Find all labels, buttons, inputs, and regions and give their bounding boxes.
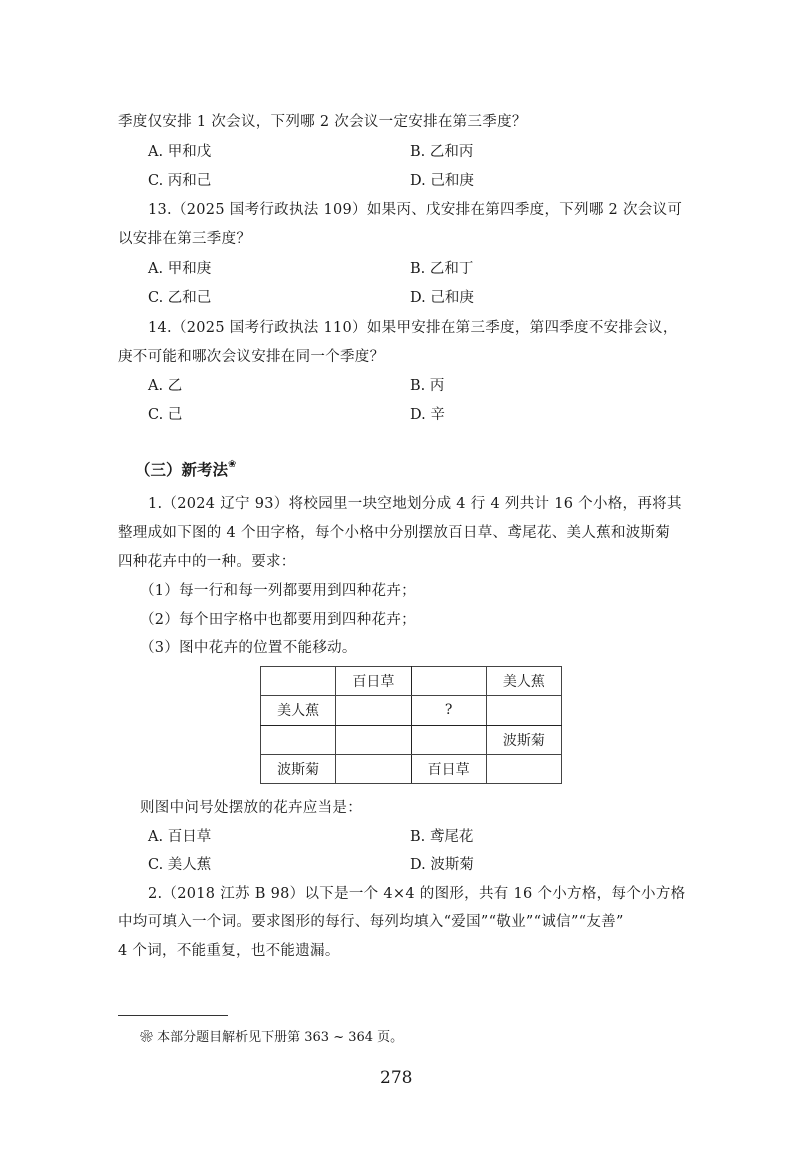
n1-option-c[interactable]: C. 美人蕉 [148,857,212,873]
n1-requirement-3: （3）图中花卉的位置不能移动。 [140,640,357,656]
grid-row [261,696,562,725]
n1-ask: 则图中问号处摆放的花卉应当是： [140,800,362,816]
n1-requirement-2: （2）每个田字格中也都要用到四种花卉； [140,612,416,628]
grid-cell [411,667,486,696]
q14-option-d[interactable]: D. 辛 [410,407,445,423]
page-number: 278 [380,1068,413,1088]
footnote: ❀ 本部分题目解析见下册第 363 ~ 364 页。 [140,1030,404,1045]
q14-option-a[interactable]: A. 乙 [148,378,183,394]
n1-requirement-1: （1）每一行和每一列都要用到四种花卉； [140,583,416,599]
grid-cell: 百日草 [411,754,486,783]
q13-text-line2: 以安排在第三季度？ [118,231,252,247]
q12-option-b[interactable]: B. 乙和丙 [410,144,474,160]
grid-row [261,667,562,696]
n1-text-line1: 1.（2024 辽宁 93）将校园里一块空地划分成 4 行 4 列共计 16 个小格，再将其 [148,496,682,512]
q13-option-a[interactable]: A. 甲和庚 [148,261,212,277]
grid-cell: 美人蕉 [261,696,336,725]
n1-text-line3: 四种花卉中的一种。要求： [118,554,296,570]
n1-text-line2: 整理成如下图的 4 个田字格，每个小格中分别摆放百日草、鸢尾花、美人蕉和波斯菊 [118,525,671,541]
grid-row [261,754,562,783]
grid-cell: 百日草 [336,667,411,696]
section-title: （三）新考法 [135,461,229,479]
grid-cell [411,725,486,754]
flower-mark-icon: ❀ [228,458,237,470]
q12-option-c[interactable]: C. 丙和己 [148,173,212,189]
q12-option-a[interactable]: A. 甲和戊 [148,144,212,160]
n2-text-line1: 2.（2018 江苏 B 98）以下是一个 4×4 的图形，共有 16 个小方格，每个小方格 [148,886,686,902]
q13-option-d[interactable]: D. 己和庚 [410,290,474,306]
grid-cell [336,696,411,725]
grid-cell: 美人蕉 [486,667,561,696]
n2-text-line2: 中均可填入一个词。要求图形的每行、每列均填入“爱国”“敬业”“诚信”“友善” [118,914,624,930]
q13-option-b[interactable]: B. 乙和丁 [410,261,474,277]
footnote-divider [118,1015,228,1016]
q14-option-c[interactable]: C. 己 [148,407,183,423]
q14-text-line1: 14.（2025 国考行政执法 110）如果甲安排在第三季度，第四季度不安排会议， [148,320,678,336]
grid-cell: 波斯菊 [261,754,336,783]
flower-grid [260,666,562,784]
q13-option-c[interactable]: C. 乙和己 [148,290,212,306]
grid-cell [486,754,561,783]
grid-cell [261,667,336,696]
grid-cell [336,754,411,783]
n1-option-d[interactable]: D. 波斯菊 [410,857,474,873]
n1-option-a[interactable]: A. 百日草 [148,829,212,845]
q14-option-b[interactable]: B. 丙 [410,378,445,394]
n1-option-b[interactable]: B. 鸢尾花 [410,829,474,845]
q12-text: 季度仅安排 1 次会议，下列哪 2 次会议一定安排在第三季度？ [118,114,527,130]
q14-text-line2: 庚不可能和哪次会议安排在同一个季度？ [118,349,385,365]
grid-cell [486,696,561,725]
q13-text-line1: 13.（2025 国考行政执法 109）如果丙、戊安排在第四季度，下列哪 2 次会议可 [148,202,683,218]
grid-cell [261,725,336,754]
q12-option-d[interactable]: D. 己和庚 [410,173,474,189]
grid-cell [336,725,411,754]
grid-cell-question: ? [411,696,486,725]
grid-cell: 波斯菊 [486,725,561,754]
grid-row [261,725,562,754]
section-heading [135,458,236,480]
n2-text-line3: 4 个词，不能重复，也不能遗漏。 [118,943,340,959]
